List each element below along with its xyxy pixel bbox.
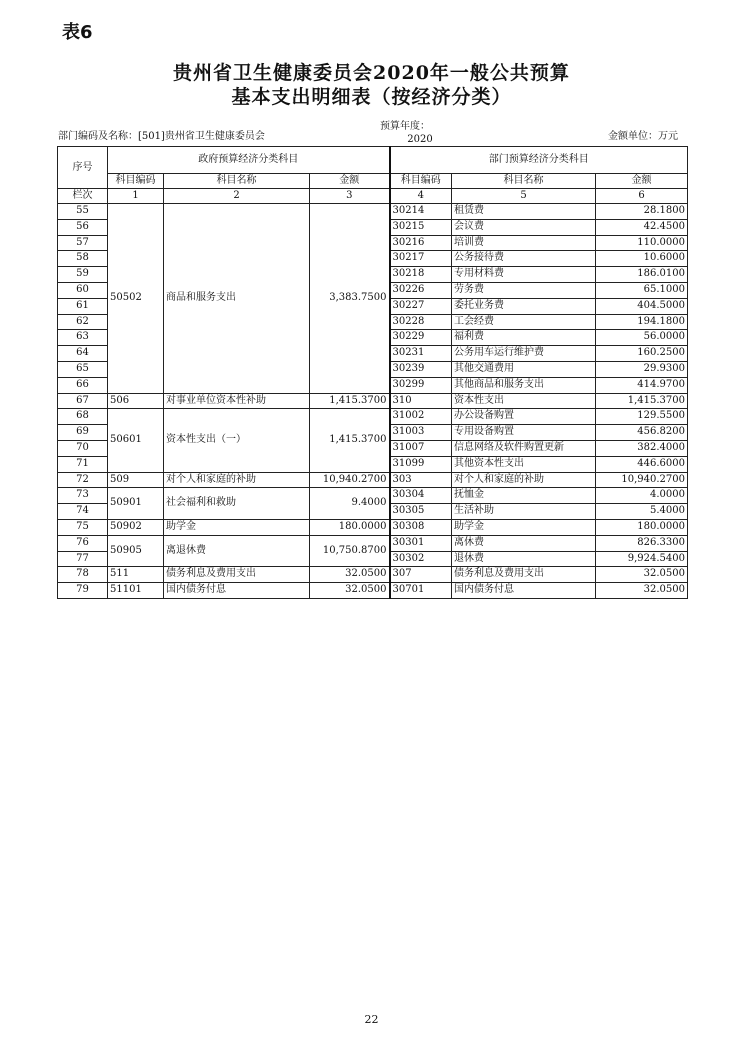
table-row bbox=[58, 393, 688, 409]
dept-name: 资本性支出 bbox=[452, 393, 596, 409]
row-seq: 56 bbox=[58, 219, 108, 235]
column-number: 3 bbox=[310, 189, 390, 204]
department-label: 部门编码及名称：[501]贵州省卫生健康委员会 bbox=[58, 131, 265, 142]
budget-table-container bbox=[57, 146, 688, 599]
dept-name: 委托业务费 bbox=[452, 298, 596, 314]
dept-name: 其他商品和服务支出 bbox=[452, 377, 596, 393]
dept-code: 30217 bbox=[390, 251, 452, 267]
row-seq: 77 bbox=[58, 551, 108, 567]
budget-year-label: 预算年度： bbox=[380, 121, 430, 132]
dept-code: 310 bbox=[390, 393, 452, 409]
gov-code: 511 bbox=[108, 567, 164, 583]
gov-name: 商品和服务支出 bbox=[164, 204, 310, 394]
row-seq: 65 bbox=[58, 361, 108, 377]
column-label: 栏次 bbox=[58, 189, 108, 204]
dept-amount: 10.6000 bbox=[596, 251, 688, 267]
column-number: 5 bbox=[452, 189, 596, 204]
gov-code: 509 bbox=[108, 472, 164, 488]
dept-code: 30226 bbox=[390, 282, 452, 298]
row-seq: 55 bbox=[58, 204, 108, 220]
header-gov-code: 科目编码 bbox=[108, 174, 164, 189]
table-row bbox=[58, 204, 688, 220]
dept-amount: 65.1000 bbox=[596, 282, 688, 298]
amount-unit-label: 金额单位：万元 bbox=[608, 131, 678, 142]
gov-amount: 3,383.7500 bbox=[310, 204, 390, 394]
header-gov-group: 政府预算经济分类科目 bbox=[108, 147, 390, 174]
header-gov-amount: 金额 bbox=[310, 174, 390, 189]
dept-amount: 4.0000 bbox=[596, 488, 688, 504]
row-seq: 68 bbox=[58, 409, 108, 425]
dept-amount: 29.9300 bbox=[596, 361, 688, 377]
dept-amount: 194.1800 bbox=[596, 314, 688, 330]
dept-code: 30227 bbox=[390, 298, 452, 314]
gov-amount: 32.0500 bbox=[310, 583, 390, 599]
row-seq: 74 bbox=[58, 504, 108, 520]
dept-amount: 110.0000 bbox=[596, 235, 688, 251]
table-header-row-2 bbox=[58, 174, 688, 189]
gov-name: 资本性支出（一） bbox=[164, 409, 310, 472]
dept-name: 福利费 bbox=[452, 330, 596, 346]
dept-amount: 32.0500 bbox=[596, 567, 688, 583]
table-row bbox=[58, 488, 688, 504]
gov-amount: 10,940.2700 bbox=[310, 472, 390, 488]
dept-code: 31099 bbox=[390, 456, 452, 472]
budget-year bbox=[380, 117, 460, 145]
dept-amount: 10,940.2700 bbox=[596, 472, 688, 488]
row-seq: 59 bbox=[58, 267, 108, 283]
dept-name: 退休费 bbox=[452, 551, 596, 567]
table-row bbox=[58, 567, 688, 583]
dept-name: 债务利息及费用支出 bbox=[452, 567, 596, 583]
gov-name: 离退休费 bbox=[164, 535, 310, 567]
row-seq: 61 bbox=[58, 298, 108, 314]
dept-amount: 56.0000 bbox=[596, 330, 688, 346]
table-row bbox=[58, 583, 688, 599]
header-seq: 序号 bbox=[58, 147, 108, 189]
gov-code: 50502 bbox=[108, 204, 164, 394]
column-number: 1 bbox=[108, 189, 164, 204]
dept-name: 对个人和家庭的补助 bbox=[452, 472, 596, 488]
gov-name: 对事业单位资本性补助 bbox=[164, 393, 310, 409]
row-seq: 78 bbox=[58, 567, 108, 583]
gov-amount: 10,750.8700 bbox=[310, 535, 390, 567]
dept-amount: 826.3300 bbox=[596, 535, 688, 551]
dept-amount: 5.4000 bbox=[596, 504, 688, 520]
dept-code: 30229 bbox=[390, 330, 452, 346]
gov-code: 50905 bbox=[108, 535, 164, 567]
dept-code: 30239 bbox=[390, 361, 452, 377]
dept-amount: 9,924.5400 bbox=[596, 551, 688, 567]
table-row bbox=[58, 519, 688, 535]
dept-name: 离休费 bbox=[452, 535, 596, 551]
dept-code: 307 bbox=[390, 567, 452, 583]
table-header-row-1 bbox=[58, 147, 688, 174]
dept-code: 30299 bbox=[390, 377, 452, 393]
row-seq: 62 bbox=[58, 314, 108, 330]
dept-amount: 32.0500 bbox=[596, 583, 688, 599]
dept-name: 助学金 bbox=[452, 519, 596, 535]
dept-name: 公务接待费 bbox=[452, 251, 596, 267]
dept-amount: 1,415.3700 bbox=[596, 393, 688, 409]
header-dept-code: 科目编码 bbox=[390, 174, 452, 189]
row-seq: 57 bbox=[58, 235, 108, 251]
dept-code: 30302 bbox=[390, 551, 452, 567]
gov-name: 社会福利和救助 bbox=[164, 488, 310, 520]
table-row bbox=[58, 535, 688, 551]
column-number: 2 bbox=[164, 189, 310, 204]
row-seq: 69 bbox=[58, 425, 108, 441]
dept-code: 303 bbox=[390, 472, 452, 488]
table-row bbox=[58, 409, 688, 425]
row-seq: 64 bbox=[58, 346, 108, 362]
gov-name: 助学金 bbox=[164, 519, 310, 535]
gov-code: 50901 bbox=[108, 488, 164, 520]
gov-code: 51101 bbox=[108, 583, 164, 599]
dept-name: 办公设备购置 bbox=[452, 409, 596, 425]
dept-amount: 129.5500 bbox=[596, 409, 688, 425]
dept-amount: 382.4000 bbox=[596, 440, 688, 456]
gov-amount: 180.0000 bbox=[310, 519, 390, 535]
gov-amount: 9.4000 bbox=[310, 488, 390, 520]
row-seq: 79 bbox=[58, 583, 108, 599]
dept-code: 30305 bbox=[390, 504, 452, 520]
dept-code: 30701 bbox=[390, 583, 452, 599]
gov-code: 50601 bbox=[108, 409, 164, 472]
header-gov-name: 科目名称 bbox=[164, 174, 310, 189]
budget-detail-table bbox=[57, 146, 688, 599]
dept-code: 30214 bbox=[390, 204, 452, 220]
dept-code: 30231 bbox=[390, 346, 452, 362]
dept-amount: 404.5000 bbox=[596, 298, 688, 314]
dept-name: 其他资本性支出 bbox=[452, 456, 596, 472]
dept-code: 30218 bbox=[390, 267, 452, 283]
dept-name: 劳务费 bbox=[452, 282, 596, 298]
column-number: 6 bbox=[596, 189, 688, 204]
row-seq: 70 bbox=[58, 440, 108, 456]
dept-amount: 456.8200 bbox=[596, 425, 688, 441]
dept-amount: 180.0000 bbox=[596, 519, 688, 535]
dept-name: 会议费 bbox=[452, 219, 596, 235]
header-dept-group: 部门预算经济分类科目 bbox=[390, 147, 688, 174]
dept-code: 30301 bbox=[390, 535, 452, 551]
row-seq: 75 bbox=[58, 519, 108, 535]
dept-amount: 28.1800 bbox=[596, 204, 688, 220]
dept-amount: 186.0100 bbox=[596, 267, 688, 283]
dept-name: 信息网络及软件购置更新 bbox=[452, 440, 596, 456]
dept-name: 生活补助 bbox=[452, 504, 596, 520]
header-dept-amount: 金额 bbox=[596, 174, 688, 189]
row-seq: 76 bbox=[58, 535, 108, 551]
dept-name: 其他交通费用 bbox=[452, 361, 596, 377]
gov-code: 506 bbox=[108, 393, 164, 409]
dept-amount: 446.6000 bbox=[596, 456, 688, 472]
dept-code: 30216 bbox=[390, 235, 452, 251]
row-seq: 71 bbox=[58, 456, 108, 472]
header-dept-name: 科目名称 bbox=[452, 174, 596, 189]
dept-name: 国内债务付息 bbox=[452, 583, 596, 599]
budget-year-value: 2020 bbox=[407, 134, 433, 145]
table-row bbox=[58, 472, 688, 488]
row-seq: 66 bbox=[58, 377, 108, 393]
page-title-line-2: 基本支出明细表（按经济分类） bbox=[231, 86, 512, 108]
dept-name: 培训费 bbox=[452, 235, 596, 251]
table-number-label: 表6 bbox=[62, 22, 93, 43]
dept-name: 工会经费 bbox=[452, 314, 596, 330]
column-number: 4 bbox=[390, 189, 452, 204]
dept-name: 专用材料费 bbox=[452, 267, 596, 283]
page-title-line-1: 贵州省卫生健康委员会2020年一般公共预算 bbox=[173, 62, 570, 84]
dept-name: 专用设备购置 bbox=[452, 425, 596, 441]
dept-code: 30304 bbox=[390, 488, 452, 504]
dept-code: 30215 bbox=[390, 219, 452, 235]
row-seq: 60 bbox=[58, 282, 108, 298]
dept-amount: 160.2500 bbox=[596, 346, 688, 362]
row-seq: 73 bbox=[58, 488, 108, 504]
row-seq: 72 bbox=[58, 472, 108, 488]
gov-name: 国内债务付息 bbox=[164, 583, 310, 599]
dept-amount: 414.9700 bbox=[596, 377, 688, 393]
row-seq: 67 bbox=[58, 393, 108, 409]
dept-code: 30308 bbox=[390, 519, 452, 535]
dept-code: 31007 bbox=[390, 440, 452, 456]
dept-code: 31003 bbox=[390, 425, 452, 441]
gov-amount: 1,415.3700 bbox=[310, 393, 390, 409]
gov-code: 50902 bbox=[108, 519, 164, 535]
dept-name: 租赁费 bbox=[452, 204, 596, 220]
dept-name: 抚恤金 bbox=[452, 488, 596, 504]
dept-code: 30228 bbox=[390, 314, 452, 330]
dept-code: 31002 bbox=[390, 409, 452, 425]
gov-name: 对个人和家庭的补助 bbox=[164, 472, 310, 488]
page-number: 22 bbox=[364, 1013, 379, 1026]
gov-amount: 32.0500 bbox=[310, 567, 390, 583]
gov-name: 债务利息及费用支出 bbox=[164, 567, 310, 583]
dept-amount: 42.4500 bbox=[596, 219, 688, 235]
row-seq: 63 bbox=[58, 330, 108, 346]
dept-name: 公务用车运行维护费 bbox=[452, 346, 596, 362]
gov-amount: 1,415.3700 bbox=[310, 409, 390, 472]
column-number-row bbox=[58, 189, 688, 204]
row-seq: 58 bbox=[58, 251, 108, 267]
